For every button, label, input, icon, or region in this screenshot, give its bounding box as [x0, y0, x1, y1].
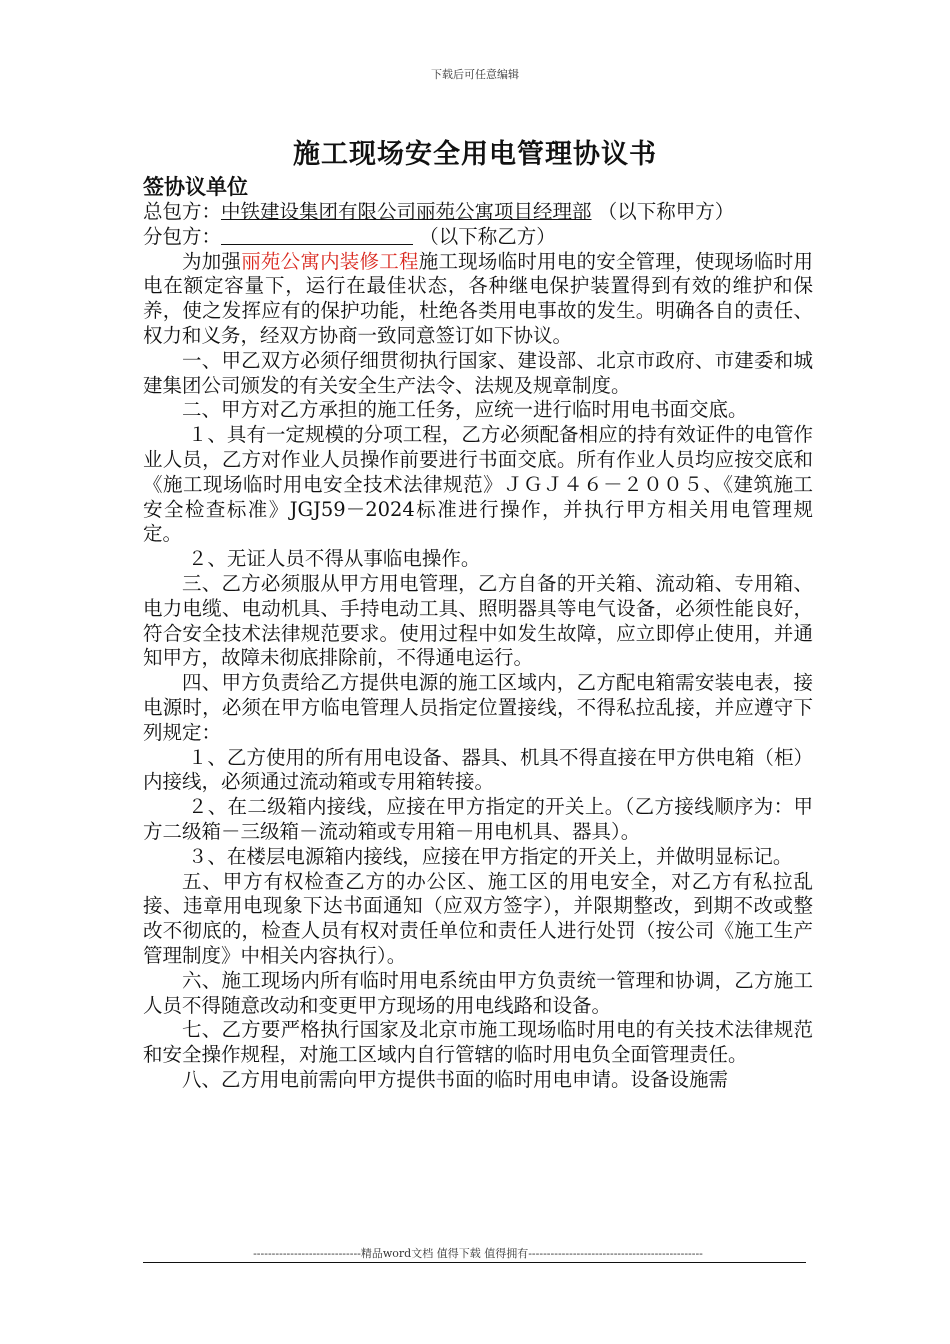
clause-paragraph: 七、乙方要严格执行国家及北京市施工现场临时用电的有关技术法律规范和安全操作规程，对施工区域内自行管辖的临时用电负全面管理责任。 — [143, 1018, 813, 1067]
intro-pre: 为加强 — [182, 249, 242, 273]
intro-paragraph — [143, 250, 813, 349]
party-a-line — [143, 200, 813, 225]
header-note: 下载后可任意编辑 — [431, 68, 519, 81]
clause-paragraph: ３、在楼层电源箱内接线，应接在甲方指定的开关上，并做明显标记。 — [187, 844, 793, 868]
party-a-suffix: （以下称甲方） — [597, 200, 735, 223]
party-a-name: 中铁建设集团有限公司丽苑公寓项目经理部 — [221, 200, 592, 223]
clause-paragraph: 八、乙方用电前需向甲方提供书面的临时用电申请。设备设施需 — [182, 1067, 729, 1091]
clause-list — [143, 349, 813, 1093]
document-title: 施工现场安全用电管理协议书 — [293, 139, 657, 170]
clause-paragraph: 二、甲方对乙方承担的施工任务，应统一进行临时用电书面交底。 — [182, 398, 748, 422]
clause-paragraph: １、乙方使用的所有用电设备、器具、机具不得直接在甲方供电箱（柜）内接线，必须通过流动箱或专用箱转接。 — [143, 745, 813, 794]
party-a-label: 总包方： — [143, 200, 222, 223]
clause-paragraph: ２、在二级箱内接线，应接在甲方指定的开关上。（乙方接线顺序为：甲方二级箱－三级箱－流动箱或专用箱－用电机具、器具）。 — [143, 795, 813, 843]
party-b-line — [143, 225, 813, 250]
clause-paragraph: 四、甲方负责给乙方提供电源的施工区域内，乙方配电箱需安装电表，接电源时，必须在甲方临电管理人员指定位置接线，不得私拉乱接，并应遵守下列规定： — [143, 671, 813, 744]
clause-paragraph: ２、无证人员不得从事临电操作。 — [187, 547, 481, 571]
section-heading: 签协议单位 — [143, 174, 248, 199]
document-body — [143, 174, 813, 1093]
footer-rule — [143, 1262, 806, 1263]
clause-paragraph: 六、施工现场内所有临时用电系统由甲方负责统一管理和协调，乙方施工人员不得随意改动和变更甲方现场的用电线路和设备。 — [143, 968, 813, 1017]
clause-paragraph: 五、甲方有权检查乙方的办公区、施工区的用电安全，对乙方有私拉乱接、违章用电现象下达书面通知（应双方签字），并限期整改，到期不改或整改不彻底的，检查人员有权对责任单位和责任人进行处罚（按公司《施工生产管理制度》中相关内容执行）。 — [143, 869, 813, 967]
clause-paragraph: 一、甲乙双方必须仔细贯彻执行国家、建设部、北京市政府、市建委和城建集团公司颁发的有关安全生产法令、法规及规章制度。 — [143, 348, 813, 397]
party-b-blank — [221, 226, 413, 245]
intro-post: 施工现场临时用电的安全管理，使现场临时用电在额定容量下，运行在最佳状态，各种继电保护装置得到有效的维护和保养，使之发挥应有的保护功能，杜绝各类用电事故的发生。明确各自的责任、权力和义务，经双方协商一致同意签订如下协议。 — [143, 249, 813, 347]
footer-note: -----------------------------精品word文档 值得下载 值得拥有----------------------------------------------- — [253, 1247, 703, 1260]
clause-paragraph: 三、乙方必须服从甲方用电管理，乙方自备的开关箱、流动箱、专用箱、电力电缆、电动机具、手持电动工具、照明器具等电气设备，必须性能良好，符合安全技术法律规范要求。使用过程中如发生故障，应立即停止使用，并通知甲方，故障未彻底排除前，不得通电运行。 — [143, 571, 813, 670]
party-b-suffix: （以下称乙方） — [419, 224, 556, 248]
clause-paragraph: １、具有一定规模的分项工程，乙方必须配备相应的持有效证件的电管作业人员，乙方对作业人员操作前要进行书面交底。所有作业人员均应按交底和《施工现场临时用电安全技术法律规范》ＪＧＪ４６－２００５、《建筑施工安全检查标准》JGJ59－2024标准进行操作，并执行甲方相关用电管理规定。 — [143, 423, 813, 546]
project-name: 丽苑公寓内装修工程 — [241, 249, 419, 273]
party-b-label: 分包方： — [143, 224, 222, 248]
